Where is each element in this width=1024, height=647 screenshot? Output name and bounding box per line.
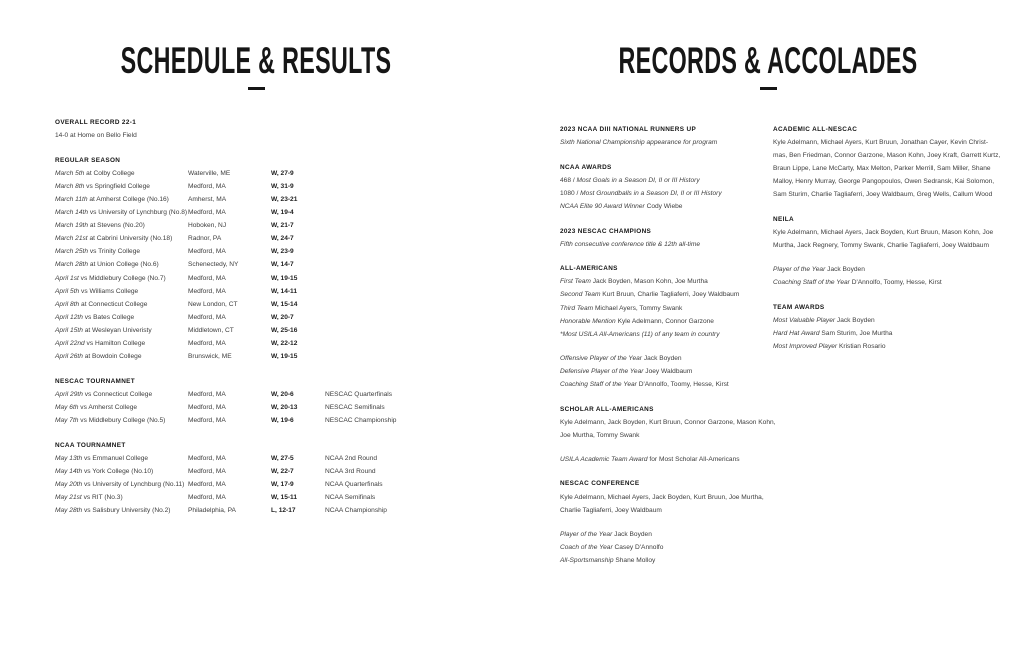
accolade-line-segment: Michael Ayers, Tommy Swank bbox=[594, 304, 683, 312]
game-location: Radnor, PA bbox=[188, 235, 222, 243]
game-location: Brunswick, ME bbox=[188, 353, 232, 361]
accolade-line bbox=[560, 365, 768, 378]
game-result: W, 25-16 bbox=[271, 326, 298, 334]
game-location: Medford, MA bbox=[188, 313, 226, 321]
game-date-opponent: April 12th vs Bates College bbox=[55, 313, 135, 321]
accolade-line-segment: Malloy, Henry Murray, George Pangopoulos, Owen Sedransk, Kai Solomon, bbox=[773, 178, 995, 186]
accolade-line-segment: mas, Ben Friedman, Connor Garzone, Mason Kohn, Joey Kraft, Garrett Kurtz, bbox=[773, 152, 1001, 160]
page-title-records: RECORDS & ACCOLADES bbox=[618, 40, 918, 81]
game-location: Medford, MA bbox=[188, 248, 226, 256]
page-title-schedule: SCHEDULE & RESULTS bbox=[120, 40, 392, 81]
schedule-row bbox=[55, 167, 505, 180]
game-date-opponent: March 5th at Colby College bbox=[55, 169, 135, 177]
accolade-section bbox=[773, 213, 1013, 289]
accolade-group bbox=[773, 263, 1013, 289]
accolade-section bbox=[560, 477, 768, 567]
accolade-line-segment: Coaching Staff of the Year bbox=[560, 381, 639, 388]
game-location: Medford, MA bbox=[188, 480, 226, 488]
accolade-line-segment: D'Annolfo, Toomy, Hesse, Kirst bbox=[851, 279, 942, 287]
schedule-row bbox=[55, 311, 505, 324]
accolade-line-segment: Jack Boyden bbox=[836, 317, 875, 325]
accolade-section-heading: 2023 NCAA DIII NATIONAL RUNNERS UP bbox=[560, 126, 697, 133]
records-page-header bbox=[512, 42, 1024, 90]
game-round bbox=[325, 324, 505, 337]
schedule-section-heading: NCAA TOURNAMNET bbox=[55, 441, 126, 449]
schedule-row bbox=[55, 388, 505, 401]
game-round bbox=[325, 167, 505, 180]
accolade-line-segment: Offensive Player of the Year bbox=[560, 354, 644, 362]
game-result: W, 19-15 bbox=[271, 274, 298, 282]
accolade-group bbox=[560, 453, 768, 466]
game-location: Medford, MA bbox=[188, 467, 226, 475]
accolade-line-segment: USILA Academic Team Award bbox=[560, 455, 650, 463]
accolade-line-segment: 1080 / bbox=[560, 189, 581, 197]
accolade-group bbox=[560, 528, 768, 567]
accolade-line bbox=[560, 554, 768, 567]
accolade-line bbox=[773, 136, 1013, 149]
accolade-line bbox=[560, 352, 768, 365]
game-date: March 8th bbox=[55, 182, 87, 190]
accolade-line-segment: Sam Sturim, Joe Murtha bbox=[821, 330, 893, 338]
accolade-line bbox=[560, 315, 768, 328]
schedule-row bbox=[55, 193, 505, 206]
accolade-line-segment: Second Team bbox=[560, 291, 603, 299]
accolade-line-segment: Defensive Player of the Year bbox=[560, 367, 646, 375]
accolade-line-segment: Joey Waldbaum bbox=[645, 367, 693, 375]
game-result: L, 12-17 bbox=[271, 507, 296, 515]
game-result: W, 19-6 bbox=[271, 416, 294, 424]
accolade-line-segment: Most Groundballs in a Season DI, II or III History bbox=[580, 189, 722, 197]
accolade-section bbox=[560, 225, 768, 251]
accolade-line-segment: Joe Murtha, Tommy Swank bbox=[560, 431, 640, 439]
accolade-line-segment: Fifth consecutive conference title & 12th all-time bbox=[560, 240, 701, 248]
game-result: W, 22-12 bbox=[271, 340, 298, 347]
accolade-line-segment: Jack Boyden, Mason Kohn, Joe Murtha bbox=[592, 278, 708, 286]
game-date-opponent: May 7th vs Middlebury College (No.5) bbox=[55, 416, 166, 424]
schedule-sections bbox=[55, 154, 505, 517]
title-dash bbox=[760, 87, 777, 90]
game-date: April 29th bbox=[55, 390, 85, 398]
accolade-line-segment: Kyle Adelmann, Michael Ayers, Jack Boyden, Kurt Bruun, Mason Kohn, Joe bbox=[773, 229, 994, 237]
accolade-line bbox=[773, 263, 1013, 276]
schedule-row bbox=[55, 245, 505, 258]
game-date: March 14th bbox=[55, 209, 90, 217]
game-round: NCAA 3rd Round bbox=[325, 467, 376, 475]
game-date: May 7th bbox=[55, 416, 81, 424]
game-round: NESCAC Championship bbox=[325, 416, 397, 424]
accolade-line bbox=[560, 275, 768, 288]
schedule-row bbox=[55, 337, 505, 350]
game-location: Medford, MA bbox=[188, 493, 226, 501]
game-round bbox=[325, 232, 505, 245]
game-date-opponent: May 20th vs University of Lynchburg (No.11) bbox=[55, 480, 185, 488]
accolade-line-segment: Jack Boyden bbox=[827, 266, 865, 274]
accolade-line bbox=[560, 491, 768, 504]
game-date-opponent: April 22nd vs Hamilton College bbox=[55, 340, 146, 347]
accolade-line-segment: Kyle Adelmann, Michael Ayers, Jack Boyden, Kurt Bruun, Joe Murtha, bbox=[560, 493, 764, 501]
schedule-row bbox=[55, 414, 505, 427]
game-date: March 19th bbox=[55, 222, 90, 230]
accolade-line-segment: Coaching Staff of the Year bbox=[773, 279, 852, 287]
game-date-opponent: May 14th vs York College (No.10) bbox=[55, 467, 154, 475]
game-result: W, 22-7 bbox=[271, 467, 294, 475]
game-result: W, 14-11 bbox=[271, 287, 298, 295]
title-dash bbox=[248, 87, 265, 90]
accolade-line-segment: Kyle Adelmann, Michael Ayers, Kurt Bruun, Jonathan Cayer, Kevin Christ- bbox=[773, 139, 989, 147]
game-date: April 22nd bbox=[55, 340, 87, 347]
accolade-line-segment: Kristian Rosario bbox=[838, 343, 886, 351]
game-location: Middletown, CT bbox=[188, 326, 234, 334]
accolade-line-segment: Braun Lippe, Lane McCarty, Max Melton, Parker Merrill, Sam Miller, Shane bbox=[773, 165, 991, 173]
accolade-group bbox=[560, 174, 768, 213]
schedule-row bbox=[55, 478, 505, 491]
accolade-line bbox=[773, 314, 1013, 327]
game-location: Waterville, ME bbox=[188, 169, 231, 177]
overall-record-note: 14-0 at Home on Bello Field bbox=[55, 132, 137, 140]
game-date-opponent: May 21st vs RIT (No.3) bbox=[55, 493, 123, 501]
accolade-section bbox=[773, 301, 1013, 353]
game-location: Medford, MA bbox=[188, 340, 226, 347]
game-round bbox=[325, 337, 505, 350]
schedule-row bbox=[55, 452, 505, 465]
game-round: NCAA Semifinals bbox=[325, 493, 376, 501]
schedule-content bbox=[55, 116, 505, 517]
accolade-section bbox=[773, 123, 1013, 202]
game-date-opponent: March 11th at Amherst College (No.16) bbox=[55, 195, 169, 203]
accolade-line-segment: All-Sportsmanship bbox=[560, 556, 616, 564]
game-date: May 6th bbox=[55, 403, 81, 411]
game-round bbox=[325, 245, 505, 258]
game-result: W, 23-21 bbox=[271, 195, 298, 203]
game-date: March 25th bbox=[55, 248, 90, 256]
schedule-row bbox=[55, 350, 505, 363]
accolade-section bbox=[560, 123, 768, 149]
accolade-line bbox=[560, 136, 768, 149]
accolade-line-segment: *Most USILA All-Americans (11) of any team in country bbox=[560, 330, 720, 338]
accolade-section bbox=[560, 161, 768, 213]
accolade-section-heading: 2023 NESCAC CHAMPIONS bbox=[560, 227, 652, 235]
game-date-opponent: March 21st at Cabrini University (No.18) bbox=[55, 235, 173, 243]
accolade-group bbox=[560, 352, 768, 391]
game-date-opponent: April 29th vs Connecticut College bbox=[55, 390, 153, 398]
accolade-line-segment: Kyle Adelmann, Connor Garzone bbox=[617, 317, 714, 325]
accolade-line-segment: Most Improved Player bbox=[773, 343, 839, 351]
accolade-line-segment: Kyle Adelmann, Jack Boyden, Kurt Bruun, Connor Garzone, Mason Kohn, bbox=[560, 418, 776, 426]
accolade-section-heading: NEILA bbox=[773, 216, 794, 224]
accolade-line-segment: Jack Boyden bbox=[614, 530, 652, 538]
accolade-line-segment: Honorable Mention bbox=[560, 317, 618, 325]
accolade-line bbox=[560, 416, 776, 429]
schedule-page-header bbox=[0, 42, 512, 90]
game-result: W, 17-9 bbox=[271, 480, 294, 488]
accolade-line bbox=[560, 453, 768, 466]
accolade-line bbox=[560, 288, 768, 301]
game-date-opponent: April 8th at Connecticut College bbox=[55, 300, 148, 308]
records-page bbox=[512, 0, 1024, 647]
game-date: April 8th bbox=[55, 300, 82, 308]
game-location: New London, CT bbox=[188, 300, 238, 308]
schedule-row bbox=[55, 258, 505, 271]
game-date: March 21st bbox=[55, 235, 90, 243]
accolade-line-segment: Player of the Year bbox=[560, 530, 615, 538]
schedule-row bbox=[55, 401, 505, 414]
game-round: NESCAC Semifinals bbox=[325, 403, 385, 411]
game-location: Medford, MA bbox=[188, 403, 226, 411]
game-date-opponent: March 14th vs University of Lynchburg (No.8) bbox=[55, 209, 188, 217]
accolade-line-segment: Sam Sturim, Charlie Tagliaferri, Joey Waldbaum, Greg Wells, Callum Wood bbox=[773, 191, 993, 199]
game-location: Hoboken, NJ bbox=[188, 222, 227, 230]
accolade-line-segment: Hard Hat Award bbox=[773, 330, 822, 338]
accolade-line-segment: Sixth National Championship appearance for program bbox=[560, 139, 718, 147]
accolade-line bbox=[560, 174, 768, 187]
accolade-line bbox=[560, 328, 768, 341]
game-location: Medford, MA bbox=[188, 274, 226, 282]
accolade-line bbox=[773, 149, 1013, 162]
accolade-line-segment: Player of the Year bbox=[773, 266, 828, 274]
game-round bbox=[325, 350, 505, 363]
game-location: Medford, MA bbox=[188, 287, 226, 295]
accolade-section-heading: SCHOLAR ALL-AMERICANS bbox=[560, 405, 654, 413]
game-round bbox=[325, 311, 505, 324]
game-date-opponent: March 8th vs Springfield College bbox=[55, 182, 150, 190]
accolade-section-heading: NCAA AWARDS bbox=[560, 163, 612, 171]
game-location: Philadelphia, PA bbox=[188, 507, 236, 515]
game-date-opponent: May 6th vs Amherst College bbox=[55, 403, 138, 411]
game-result: W, 21-7 bbox=[271, 222, 294, 230]
accolade-line-segment: for Most Scholar All-Americans bbox=[649, 455, 740, 463]
game-date: May 14th bbox=[55, 467, 84, 475]
game-round: NCAA Quarterfinals bbox=[325, 480, 383, 488]
accolade-section-heading: ALL-AMERICANS bbox=[560, 265, 618, 273]
accolade-section-heading: NESCAC CONFERENCE bbox=[560, 480, 640, 488]
game-round: NCAA 2nd Round bbox=[325, 454, 378, 462]
game-date: April 12th bbox=[55, 313, 85, 321]
accolade-group bbox=[560, 275, 768, 340]
accolade-line bbox=[560, 302, 768, 315]
game-result: W, 20-13 bbox=[271, 403, 298, 411]
schedule-row bbox=[55, 491, 505, 504]
game-result: W, 19-15 bbox=[271, 353, 298, 361]
accolade-line bbox=[773, 188, 1013, 201]
game-date: March 28th bbox=[55, 261, 90, 269]
game-date-opponent: March 28th at Union College (No.6) bbox=[55, 261, 159, 269]
game-result: W, 23-9 bbox=[271, 248, 294, 256]
accolade-line bbox=[560, 200, 768, 213]
schedule-row bbox=[55, 504, 505, 517]
game-location: Schenectedy, NY bbox=[188, 261, 239, 269]
schedule-section-heading: REGULAR SEASON bbox=[55, 156, 121, 164]
game-date: April 5th bbox=[55, 287, 82, 295]
accolade-line-segment: D'Annolfo, Toomy, Hesse, Kirst bbox=[638, 381, 729, 388]
game-result: W, 15-14 bbox=[271, 300, 298, 308]
schedule-section bbox=[55, 439, 505, 518]
accolade-section-heading: TEAM AWARDS bbox=[773, 304, 825, 312]
game-date: March 5th bbox=[55, 169, 87, 177]
schedule-row bbox=[55, 272, 505, 285]
accolade-group bbox=[773, 136, 1013, 201]
accolade-section-heading: ACADEMIC ALL-NESCAC bbox=[773, 126, 858, 133]
accolade-line bbox=[773, 276, 1013, 289]
game-round bbox=[325, 258, 505, 271]
accolade-line-segment: Coach of the Year bbox=[560, 543, 615, 551]
accolade-line-segment: NCAA Elite 90 Award Winner bbox=[560, 202, 647, 210]
game-date: April 26th bbox=[55, 353, 85, 361]
game-date-opponent: May 13th vs Emmanuel College bbox=[55, 454, 149, 462]
game-date: May 13th bbox=[55, 454, 84, 462]
accolade-line bbox=[773, 239, 1013, 252]
accolade-line-segment: 468 / bbox=[560, 176, 577, 184]
accolade-line bbox=[560, 528, 768, 541]
schedule-row bbox=[55, 180, 505, 193]
game-result: W, 31-9 bbox=[271, 182, 294, 190]
accolade-group bbox=[773, 314, 1013, 353]
accolade-line bbox=[773, 162, 1013, 175]
schedule-row bbox=[55, 285, 505, 298]
game-date-opponent: April 5th vs Williams College bbox=[55, 287, 139, 295]
game-date-opponent: March 19th at Stevens (No.20) bbox=[55, 222, 145, 230]
accolade-line-segment: Cody Wiebe bbox=[646, 202, 683, 210]
accolades-col-1 bbox=[560, 123, 776, 567]
accolades-col-2 bbox=[773, 123, 1013, 353]
accolade-line-segment: Jack Boyden bbox=[643, 354, 682, 362]
game-location: Medford, MA bbox=[188, 454, 226, 462]
accolade-line-segment: Most Valuable Player bbox=[773, 317, 837, 325]
game-round bbox=[325, 193, 505, 206]
game-date-opponent: April 15th at Wesleyan Univeristy bbox=[55, 326, 152, 334]
schedule-section bbox=[55, 375, 505, 427]
accolade-line bbox=[773, 175, 1013, 188]
game-location: Amherst, MA bbox=[188, 195, 227, 203]
game-result: W, 27-9 bbox=[271, 169, 294, 177]
accolade-line-segment: Charlie Tagliaferri, Joey Waldbaum bbox=[560, 506, 662, 514]
game-location: Medford, MA bbox=[188, 209, 226, 217]
accolade-line-segment: First Team bbox=[560, 278, 593, 286]
game-result: W, 20-6 bbox=[271, 390, 294, 398]
game-round: NESCAC Quarterfinals bbox=[325, 390, 393, 398]
game-date: May 20th bbox=[55, 480, 84, 488]
game-round bbox=[325, 272, 505, 285]
game-location: Medford, MA bbox=[188, 416, 226, 424]
accolade-line-segment: Kurt Bruun, Charlie Tagliaferri, Joey Waldbaum bbox=[602, 291, 740, 299]
accolade-line bbox=[560, 187, 768, 200]
game-date-opponent: April 1st vs Middlebury College (No.7) bbox=[55, 274, 166, 282]
game-round bbox=[325, 285, 505, 298]
game-date-opponent: March 25th vs Trinity College bbox=[55, 248, 141, 256]
accolade-line-segment: Shane Molloy bbox=[615, 556, 656, 564]
accolade-section bbox=[560, 262, 768, 391]
accolade-line bbox=[773, 327, 1013, 340]
accolade-line bbox=[773, 340, 1013, 353]
game-result: W, 24-7 bbox=[271, 235, 294, 243]
game-round bbox=[325, 219, 505, 232]
schedule-row bbox=[55, 206, 505, 219]
accolade-section bbox=[560, 403, 776, 466]
game-date: April 15th bbox=[55, 326, 85, 334]
schedule-row bbox=[55, 298, 505, 311]
game-round bbox=[325, 180, 505, 193]
schedule-row bbox=[55, 324, 505, 337]
accolade-group bbox=[560, 491, 768, 517]
game-location: Medford, MA bbox=[188, 390, 226, 398]
schedule-section-heading: NESCAC TOURNAMNET bbox=[55, 377, 136, 385]
accolade-line bbox=[560, 429, 768, 442]
game-date: April 1st bbox=[55, 274, 81, 282]
game-result: W, 27-5 bbox=[271, 454, 294, 462]
game-result: W, 20-7 bbox=[271, 313, 294, 321]
accolade-group bbox=[560, 136, 768, 149]
accolade-line bbox=[560, 504, 768, 517]
accolade-line-segment: Murtha, Jack Regnery, Tommy Swank, Charlie Tagliaferri, Joey Waldbaum bbox=[773, 242, 989, 250]
game-result: W, 19-4 bbox=[271, 209, 294, 217]
accolade-line bbox=[560, 238, 768, 251]
game-round bbox=[325, 298, 505, 311]
game-date-opponent: May 28th vs Salisbury University (No.2) bbox=[55, 507, 171, 515]
overall-record-block bbox=[55, 116, 505, 142]
game-round: NCAA Championship bbox=[325, 507, 387, 515]
schedule-row bbox=[55, 465, 505, 478]
accolade-group bbox=[560, 238, 768, 251]
schedule-row bbox=[55, 219, 505, 232]
game-date: May 21st bbox=[55, 493, 84, 501]
accolade-line bbox=[773, 226, 1013, 239]
accolade-line bbox=[560, 378, 768, 391]
schedule-row bbox=[55, 232, 505, 245]
accolade-line bbox=[560, 541, 768, 554]
game-round bbox=[325, 206, 505, 219]
accolade-group bbox=[773, 226, 1013, 252]
game-result: W, 15-11 bbox=[271, 493, 298, 501]
game-location: Medford, MA bbox=[188, 182, 226, 190]
game-result: W, 14-7 bbox=[271, 261, 294, 269]
accolade-line-segment: Most Goals in a Season DI, II or III History bbox=[576, 176, 700, 184]
accolade-line-segment: Third Team bbox=[560, 304, 595, 312]
overall-record-heading: OVERALL RECORD 22-1 bbox=[55, 119, 137, 126]
game-date-opponent: April 26th at Bowdoin College bbox=[55, 353, 142, 361]
game-date: May 28th bbox=[55, 507, 84, 515]
accolade-line-segment: Casey D'Annolfo bbox=[614, 543, 664, 551]
accolade-group bbox=[560, 416, 776, 442]
schedule-section bbox=[55, 154, 505, 364]
game-date: March 11th bbox=[55, 195, 90, 203]
